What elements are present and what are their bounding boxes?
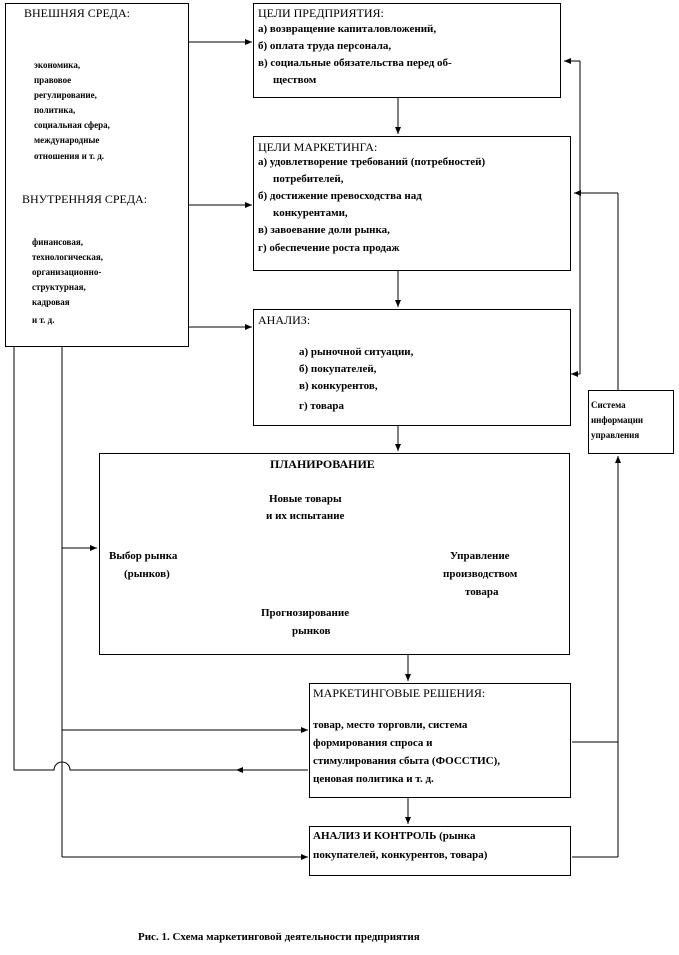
analysis-title: АНАЛИЗ: [258, 313, 311, 327]
production-label: товара [465, 586, 499, 598]
marketing-goal-item: г) обеспечение роста продаж [258, 242, 400, 254]
analysis-control-label: АНАЛИЗ И КОНТРОЛЬ (рынка [313, 830, 476, 842]
new-products-label: и их испытание [266, 510, 345, 522]
internal-env-item: организационно- [32, 267, 102, 277]
analysis-item: в) конкурентов, [299, 380, 378, 392]
marketing-goals-title: ЦЕЛИ МАРКЕТИНГА: [258, 140, 378, 154]
info-system-label: Система [591, 400, 626, 410]
external-env-title: ВНЕШНЯЯ СРЕДА: [24, 6, 130, 20]
external-env-item: экономика, [34, 60, 81, 70]
external-env-item: отношения и т. д. [34, 151, 105, 161]
external-env-item: политика, [34, 105, 76, 115]
marketing-decision-item: стимулирования сбыта (ФОССТИС), [313, 755, 500, 767]
marketing-goal-item: а) удовлетворение требований (потребностей) [258, 156, 486, 168]
internal-env-title: ВНУТРЕННЯЯ СРЕДА: [22, 192, 148, 206]
forecast-label: рынков [292, 625, 331, 637]
analysis-item: г) товара [299, 400, 344, 412]
analysis-item: а) рыночной ситуации, [299, 346, 414, 358]
enterprise-goal-item: а) возвращение капиталовложений, [258, 23, 437, 35]
internal-env-item: технологическая, [32, 252, 103, 262]
forecast-label: Прогнозирование [261, 607, 350, 619]
marketing-goal-item: б) достижение превосходства над [258, 190, 422, 202]
enterprise-goal-item: б) оплата труда персонала, [258, 40, 392, 52]
analysis-item: б) покупателей, [299, 363, 377, 375]
internal-env-item: и т. д. [32, 315, 55, 325]
production-label: производством [443, 568, 518, 580]
market-choice-label: Выбор рынка [109, 550, 178, 562]
enterprise-goal-item: в) социальные обязательства перед об- [258, 57, 452, 69]
marketing-decision-item: формирования спроса и [313, 737, 433, 749]
production-label: Управление [450, 550, 510, 562]
marketing-decision-item: ценовая политика и т. д. [313, 773, 434, 785]
analysis-control-label: покупателей, конкурентов, товара) [313, 849, 488, 861]
external-env-item: регулирование, [34, 90, 97, 100]
marketing-decisions-title: МАРКЕТИНГОВЫЕ РЕШЕНИЯ: [313, 686, 486, 700]
planning-title: ПЛАНИРОВАНИЕ [270, 457, 375, 471]
info-system-label: информации [591, 415, 644, 425]
internal-env-item: финансовая, [32, 237, 84, 247]
marketing-goal-item: конкурентами, [273, 207, 348, 219]
marketing-goal-item: в) завоевание доли рынка, [258, 224, 390, 236]
marketing-decision-item: товар, место торговли, система [313, 719, 468, 731]
new-products-label: Новые товары [269, 493, 342, 505]
enterprise-goals-title: ЦЕЛИ ПРЕДПРИЯТИЯ: [258, 6, 384, 20]
external-env-item: социальная сфера, [34, 120, 110, 130]
enterprise-goal-item: ществом [273, 74, 317, 86]
figure-caption: Рис. 1. Схема маркетинговой деятельности предприятия [138, 931, 420, 943]
environment-box [5, 3, 189, 347]
internal-env-item: кадровая [32, 297, 70, 307]
external-env-item: правовое [34, 75, 72, 85]
internal-env-item: структурная, [32, 282, 86, 292]
info-system-label: управления [591, 430, 640, 440]
marketing-goal-item: потребителей, [273, 173, 344, 185]
market-choice-label: (рынков) [124, 568, 170, 580]
external-env-item: международные [34, 135, 100, 145]
